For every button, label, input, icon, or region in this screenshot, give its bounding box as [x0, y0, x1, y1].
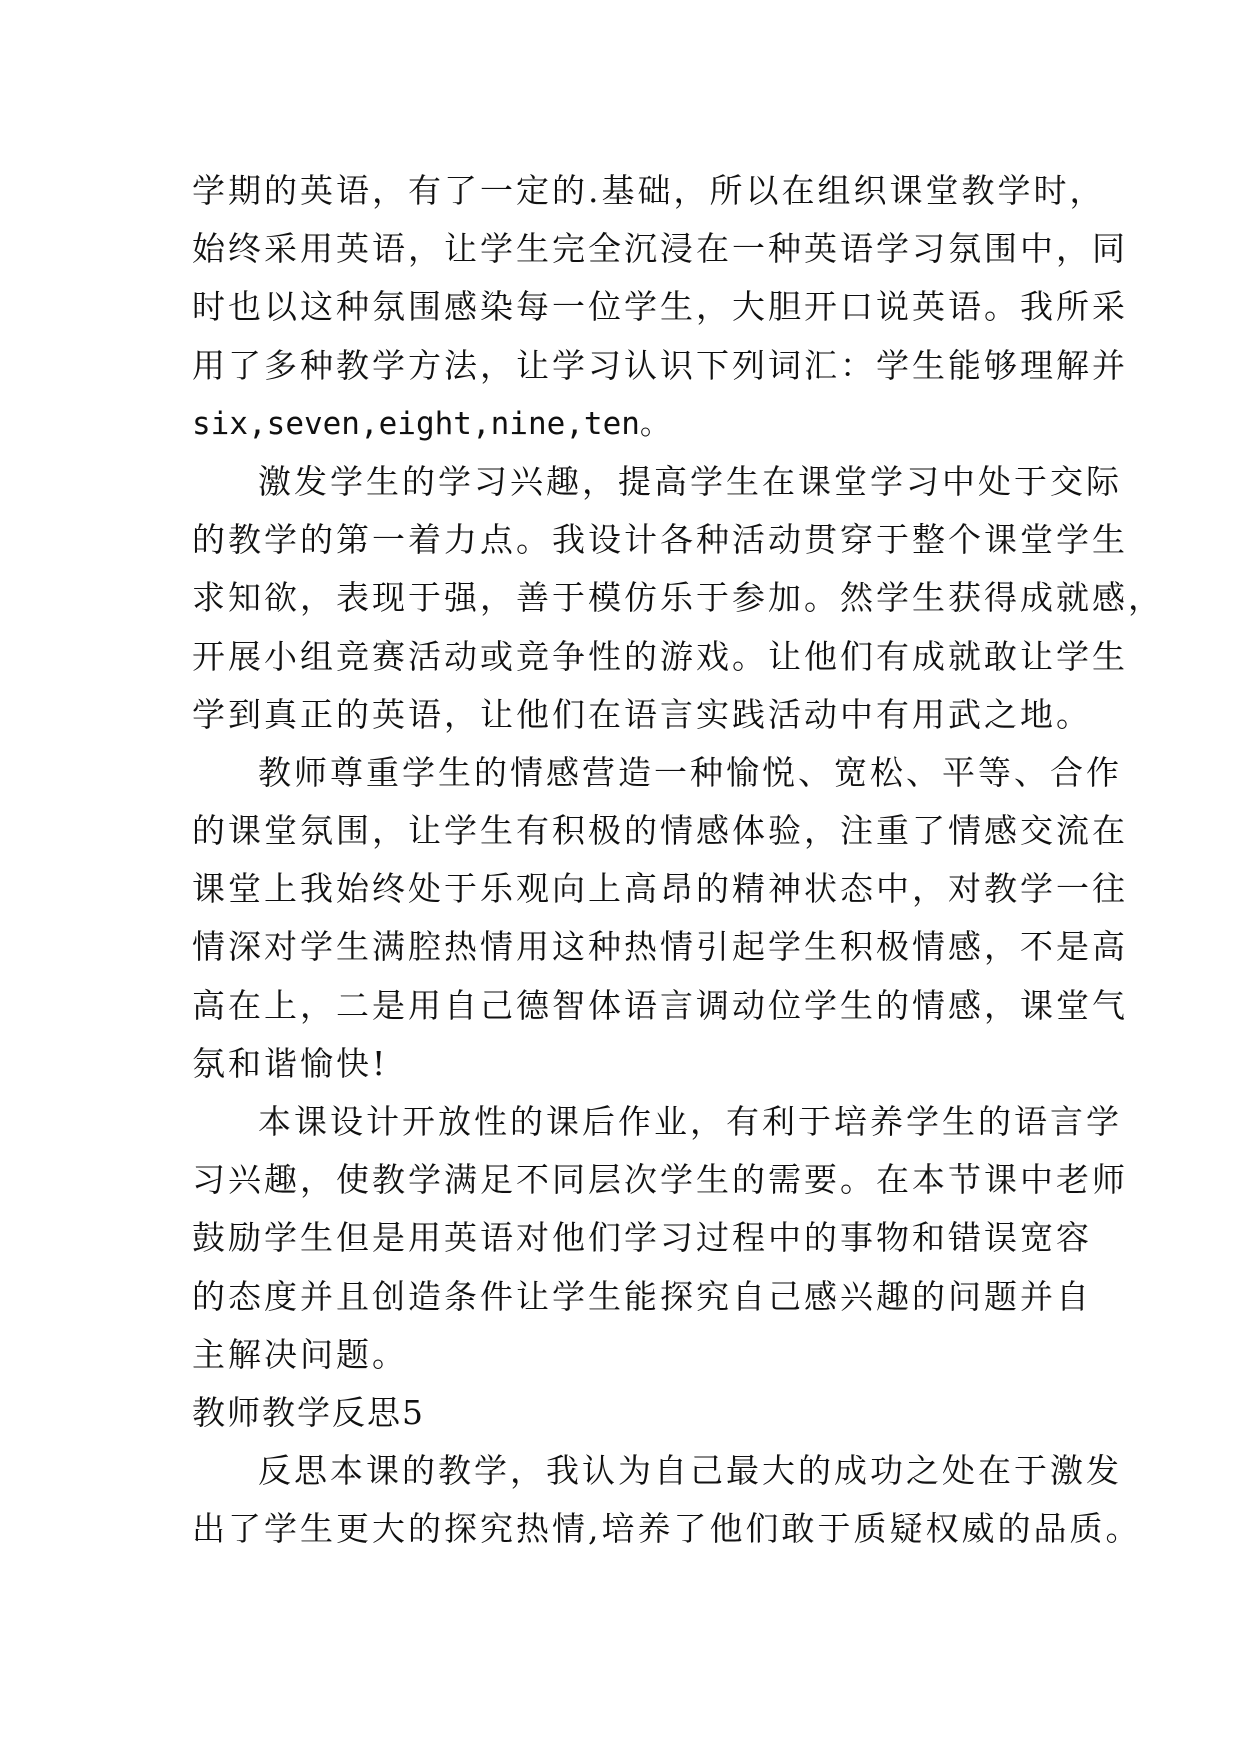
text-line: 氛和谐愉快! — [192, 1043, 389, 1083]
text-line: 学到真正的英语，让他们在语言实践活动中有用武之地。 — [192, 694, 1092, 734]
text-line: 教师尊重学生的情感营造一种愉悦、宽松、平等、合作 — [258, 752, 1122, 792]
text-line: 时也以这种氛围感染每一位学生，大胆开口说英语。我所采 — [192, 287, 1128, 327]
document-page — [192, 162, 1164, 1559]
text-line: 开展小组竞赛活动或竞争性的游戏。让他们有成就敢让学生 — [192, 636, 1128, 676]
text-line: 始终采用英语，让学生完全沉浸在一种英语学习氛围中，同 — [192, 229, 1128, 269]
text-line: 的态度并且创造条件让学生能探究自己感兴趣的问题并自 — [192, 1276, 1092, 1316]
section-heading — [192, 1384, 1052, 1442]
text-line: 鼓励学生但是用英语对他们学习过程中的事物和错误宽容 — [192, 1218, 1092, 1258]
text-line: 课堂上我始终处于乐观向上高昂的精神状态中，对教学一往 — [192, 869, 1128, 909]
text-line: 激发学生的学习兴趣，提高学生在课堂学习中处于交际 — [258, 461, 1122, 501]
text-line: 的教学的第一着力点。我设计各种活动贯穿于整个课堂学生 — [192, 520, 1128, 560]
text-line: 求知欲，表现于强，善于模仿乐于参加。然学生获得成就感， — [192, 578, 1164, 618]
paragraph-4 — [192, 1093, 1128, 1384]
text-line: 情深对学生满腔热情用这种热情引起学生积极情感，不是高 — [192, 927, 1128, 967]
paragraph-1 — [192, 162, 1128, 453]
text-line: 学期的英语，有了一定的.基础，所以在组织课堂教学时， — [192, 171, 1106, 210]
text-line: 反思本课的教学，我认为自己最大的成功之处在于激发 — [258, 1451, 1122, 1491]
paragraph-3 — [192, 744, 1128, 1093]
text-line: six,seven,eight,nine,ten。 — [192, 405, 671, 442]
paragraph-5 — [192, 1442, 1142, 1558]
text-line: 高在上，二是用自己德智体语言调动位学生的情感，课堂气 — [192, 985, 1128, 1025]
heading-title: 教师教学反思5 — [192, 1392, 425, 1432]
text-line: 习兴趣，使教学满足不同层次学生的需要。在本节课中老师 — [192, 1160, 1128, 1200]
text-line: 的课堂氛围，让学生有积极的情感体验，注重了情感交流在 — [192, 811, 1128, 851]
text-line: 本课设计开放性的课后作业，有利于培养学生的语言学 — [258, 1102, 1122, 1141]
text-line: 出了学生更大的探究热情,培养了他们敢于质疑权威的品质。 — [192, 1509, 1142, 1549]
text-line: 用了多种教学方法，让学习认识下列词汇：学生能够理解并 — [192, 345, 1128, 385]
paragraph-2 — [192, 453, 1164, 744]
text-line: 主解决问题。 — [192, 1334, 408, 1374]
